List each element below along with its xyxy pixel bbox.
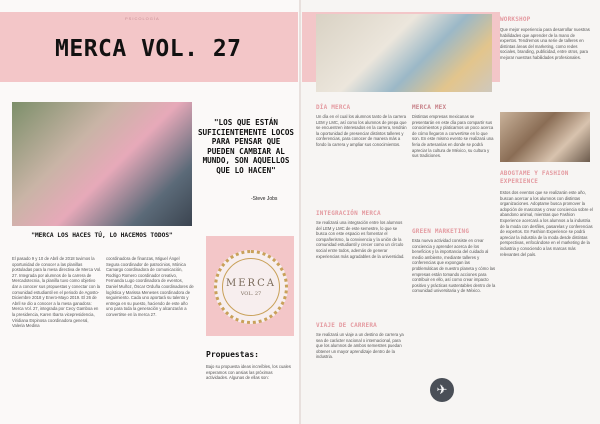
article-col-2: coordinadora de finanzas, Miguel Ángel Segura coordinador de patrocinios, Mónica Camargo coordinadora de comunicación, Rodrigo Romero coordinador creativo, Fernanda Lugo coordinadora de eventos, Daniel Muñoz, Óscar Orduña coordinadores de logística y Marissa Meneses coordinadora de seguimiento. Cada uno aportará su talento y entrega en su puesto, haciendo de este año uno para toda la generación y alcanzarán a convertirse en la merca 27. <box>106 256 194 317</box>
section-dia-merca-title: DÍA MERCA <box>316 104 351 111</box>
proposals-heading: Propuestas: <box>206 350 259 359</box>
proposals-text: Bajo su propuesta ideas increíbles, los cuales esperamos con ansias las próximas actividades. Algunas de ellas son: <box>206 364 291 381</box>
magazine-title: MERCA VOL. 27 <box>55 36 242 62</box>
section-workshop-title: WORKSHOP <box>500 16 531 23</box>
section-workshop-text: Que mejor experiencia para desarrollar nuestras habilidades que aprender de la mano de expertos. Tendremos una serie de talleres en distintas áreas del marketing, como redes sociales, branding, publicidad, entre otros, para mejorar nuestras habilidades profesionales. <box>500 27 590 60</box>
section-dia-merca-text: Un día en el cual los alumnos tanto de la carrera LEM y LMC, así como los alumnos de prepa que se encuentren interesados en la carrera, tendrán la oportunidad de presenciar distintos talleres y conferencias, para conocer de manera más a fondo la carrera y ampliar sus conocimientos. <box>316 114 407 147</box>
header-small-text: PSICOLOGÍA <box>125 16 160 21</box>
stamp-text-vol: VOL. 27 <box>240 290 262 297</box>
article-subhead: "MERCA LOS HACES TÚ, LO HACEMOS TODOS" <box>31 232 173 239</box>
section-adoptame-title: ABOGTAME Y FASHION EXPERIENCE <box>500 170 569 185</box>
quote-text: "LOS QUE ESTÁN SUFICIENTEMENTE LOCOS PARA PENSAR QUE PUEDEN CAMBIAR AL MUNDO, SON AQUELLOS QUE LO HACEN" <box>197 118 294 175</box>
section-merca-mex-title: MERCA MEX <box>412 104 447 111</box>
section-green-title: GREEN MARKETING <box>412 228 470 235</box>
merca-stamp-logo <box>214 250 288 324</box>
section-green-text: Esta nueva actividad consiste en crear conciencia y aprender acerca de los beneficios y la importancia del cuidado al medio ambiente, mediante talleres y conferencias que expongan las problemáticas de nuestro planeta y cómo las empresas están tomando acciones para contribuir en ello, así como crear impacto positivo y prácticas sustentables dentro de la comunidad universitaria y de México. <box>412 238 496 294</box>
airplane-icon: ✈ <box>430 378 454 402</box>
section-integracion-text: Se realizará una integración entre los alumnos del LEM y LMC de este semestre, lo que se busca con este espacio es fomentar el compañerismo, la convivencia y la unión de la comunidad estudiantil y crecer como un círculo social entre todos, además de generar experiencias más agradables de la universidad. <box>316 220 405 259</box>
article-col-1: El pasado 9 y 10 de Abril de 2018 tuvimos la oportunidad de conocer a las planillas postuladas para la mesa directiva de Merca Vol. 27. Integrada por alumnos de la carrera de Mercadotecnia, la planilla tuvo como objetivo dar a conocer sus propuestas y conectar con la comunidad estudiantil en el periodo de Agosto-Diciembre 2018 y Enero-Mayo 2019. El 26 de Abril se dio a conocer a la mesa ganadora: Merca Vol. 27, integrada por Cecy Gamboa en la presidencia, Karen Ibarra vicepresidencia, Viridiana Espinosa coordinadora general, Valeria Medina <box>12 256 102 329</box>
section-merca-mex-text: Distintas empresas mexicanas se presentarán en este día para compartir sus conocimientos y platicarnos un poco acerca de cómo llegaron a convertirse en lo que son. En este mismo evento se realizará una feria de artesanías en donde se podrá apreciar la cultura de México, su cultura y sus tradiciones. <box>412 114 494 159</box>
stamp-text-merca: MERCA <box>226 277 276 289</box>
marketing-desk-photo <box>316 14 492 92</box>
section-viaje-text: Se realizará un viaje a un destino de carrera ya sea de carácter nacional o internacional, para que los alumnos de ambos semestres puedan obtener un mayor aprendizaje dentro de la industria. <box>316 332 404 360</box>
dog-photo <box>500 112 590 162</box>
section-adoptame-text: Estos dos eventos que se realizarán este año, buscan acercar a los alumnos con distintas organizaciones. Adoptame busca promover la adopción de mascotas y crear conciencia sobre el abandono animal, mientras que Fashion Experience acercará a los alumnos a la industria de la moda con desfiles, pasarelas y conferencias de expertos. En Fashion Experience se podrá apreciar la industria de la moda desde distintas perspectivas, enfocándose en el marketing de la industria y conociendo a las marcas más relevantes del país. <box>500 190 593 257</box>
page-spine <box>299 0 301 424</box>
section-viaje-title: VIAJE DE CARRERA <box>316 322 377 329</box>
group-photo <box>12 102 192 226</box>
section-integracion-title: INTEGRACIÓN MERCA <box>316 210 381 217</box>
quote-author: -Steve Jobs <box>251 196 278 202</box>
